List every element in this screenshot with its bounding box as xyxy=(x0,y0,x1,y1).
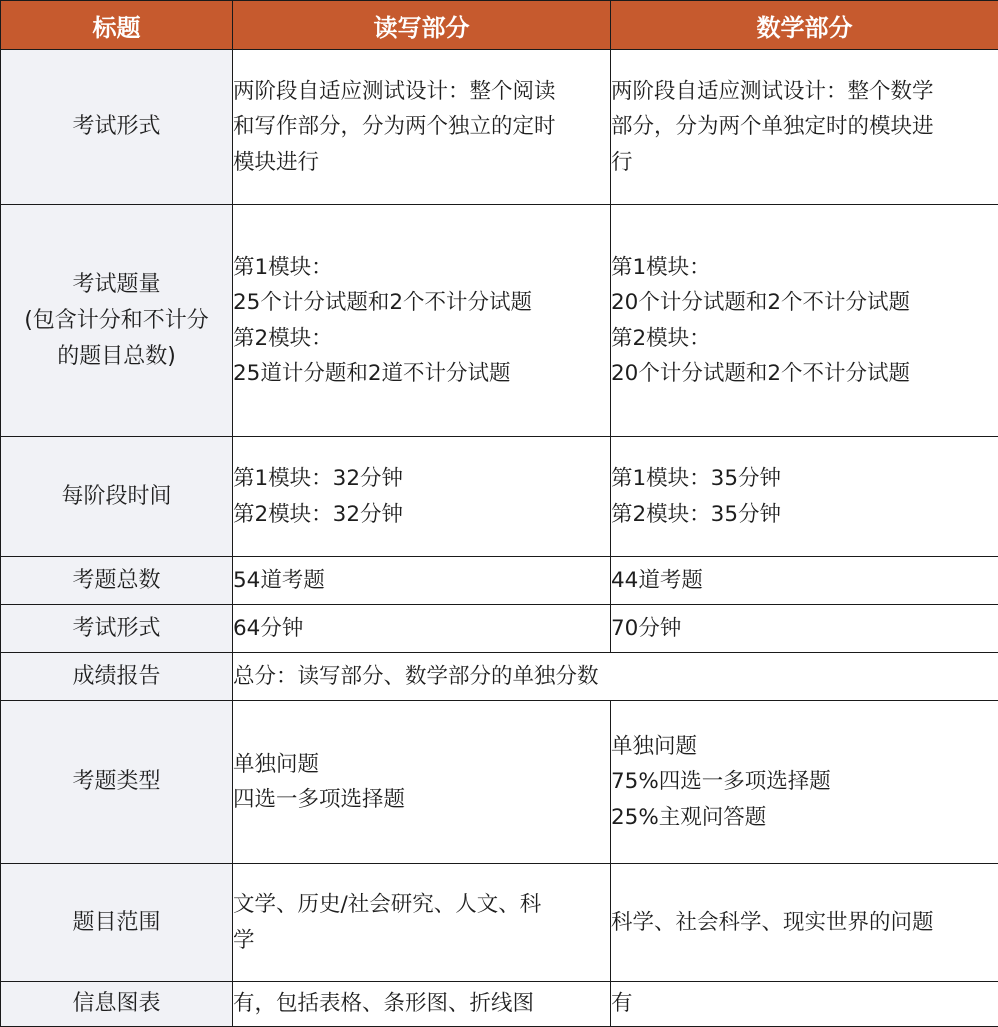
cell-line: 总分：读写部分、数学部分的单独分数 xyxy=(233,662,998,692)
table-row-topic-scope xyxy=(1,864,998,982)
cell-line: 25道计分题和2道不计分试题 xyxy=(233,356,610,392)
cell-line: 单独问题 xyxy=(233,747,610,783)
reading-writing-cell xyxy=(233,437,611,557)
row-label xyxy=(1,50,233,205)
row-label xyxy=(1,864,233,982)
cell-line: 两阶段自适应测试设计：整个数学 xyxy=(611,74,998,110)
header-title: 标题 xyxy=(1,1,233,50)
math-cell xyxy=(611,205,998,437)
label-line: 考题类型 xyxy=(72,769,160,794)
table-row-time-per-stage xyxy=(1,437,998,557)
table-row-infographics xyxy=(1,982,998,1027)
reading-writing-cell xyxy=(233,701,611,864)
cell-line: 64分钟 xyxy=(233,614,610,644)
cell-line: 四选一多项选择题 xyxy=(233,782,610,818)
cell-line: 有，包括表格、条形图、折线图 xyxy=(233,989,610,1019)
row-label xyxy=(1,653,233,701)
cell-line: 44道考题 xyxy=(611,566,998,596)
row-label xyxy=(1,982,233,1027)
cell-line: 第2模块： xyxy=(233,321,610,357)
reading-writing-cell xyxy=(233,864,611,982)
cell-line: 第1模块： xyxy=(611,250,998,286)
math-cell xyxy=(611,437,998,557)
header-reading-writing: 读写部分 xyxy=(233,1,611,50)
reading-writing-cell xyxy=(233,205,611,437)
row-label xyxy=(1,605,233,653)
reading-writing-cell xyxy=(233,982,611,1027)
table-row-total-questions xyxy=(1,557,998,605)
cell-line: 第2模块： xyxy=(611,321,998,357)
cell-line: 科学、社会科学、现实世界的问题 xyxy=(611,905,998,941)
label-line: 信息图表 xyxy=(72,991,160,1016)
cell-line: 25%主观问答题 xyxy=(611,800,998,836)
math-cell xyxy=(611,701,998,864)
label-line: 题目范围 xyxy=(72,910,160,935)
cell-line: 70分钟 xyxy=(611,614,998,644)
row-label xyxy=(1,701,233,864)
table-row-question-types xyxy=(1,701,998,864)
merged-cell xyxy=(233,653,998,701)
row-label xyxy=(1,437,233,557)
cell-line: 20个计分试题和2个不计分试题 xyxy=(611,285,998,321)
table-row-exam-duration xyxy=(1,605,998,653)
math-cell xyxy=(611,864,998,982)
cell-line: 第1模块： xyxy=(233,250,610,286)
cell-line: 行 xyxy=(611,145,998,181)
math-cell xyxy=(611,605,998,653)
table-row-exam-format xyxy=(1,50,998,205)
cell-line: 模块进行 xyxy=(233,145,610,181)
cell-line: 54道考题 xyxy=(233,566,610,596)
label-line: 每阶段时间 xyxy=(61,484,171,509)
cell-line: 学 xyxy=(233,923,610,959)
label-line: 考试形式 xyxy=(72,616,160,641)
cell-line: 有 xyxy=(611,989,998,1019)
label-line: (包含计分和不计分 xyxy=(1,303,232,339)
cell-line: 第1模块：32分钟 xyxy=(233,461,610,497)
reading-writing-cell xyxy=(233,605,611,653)
label-line: 考试形式 xyxy=(72,114,160,139)
label-line: 考题总数 xyxy=(72,568,160,593)
label-line: 成绩报告 xyxy=(72,664,160,689)
table-header xyxy=(1,1,998,50)
header-math: 数学部分 xyxy=(611,1,998,50)
cell-line: 20个计分试题和2个不计分试题 xyxy=(611,356,998,392)
cell-line: 第2模块：32分钟 xyxy=(233,497,610,533)
label-line: 的题目总数) xyxy=(1,339,232,375)
math-cell xyxy=(611,50,998,205)
row-label xyxy=(1,205,233,437)
cell-line: 第1模块：35分钟 xyxy=(611,461,998,497)
cell-line: 两阶段自适应测试设计：整个阅读 xyxy=(233,74,610,110)
label-line: 考试题量 xyxy=(1,267,232,303)
cell-line: 文学、历史/社会研究、人文、科 xyxy=(233,887,610,923)
reading-writing-cell xyxy=(233,50,611,205)
header-row xyxy=(1,1,998,50)
table-row-question-count xyxy=(1,205,998,437)
cell-line: 部分，分为两个单独定时的模块进 xyxy=(611,109,998,145)
cell-line: 和写作部分，分为两个独立的定时 xyxy=(233,109,610,145)
cell-line: 25个计分试题和2个不计分试题 xyxy=(233,285,610,321)
table-row-score-report xyxy=(1,653,998,701)
cell-line: 75%四选一多项选择题 xyxy=(611,764,998,800)
math-cell xyxy=(611,557,998,605)
table-body xyxy=(1,50,998,1027)
cell-line: 单独问题 xyxy=(611,729,998,765)
cell-line: 第2模块：35分钟 xyxy=(611,497,998,533)
reading-writing-cell xyxy=(233,557,611,605)
math-cell xyxy=(611,982,998,1027)
row-label xyxy=(1,557,233,605)
